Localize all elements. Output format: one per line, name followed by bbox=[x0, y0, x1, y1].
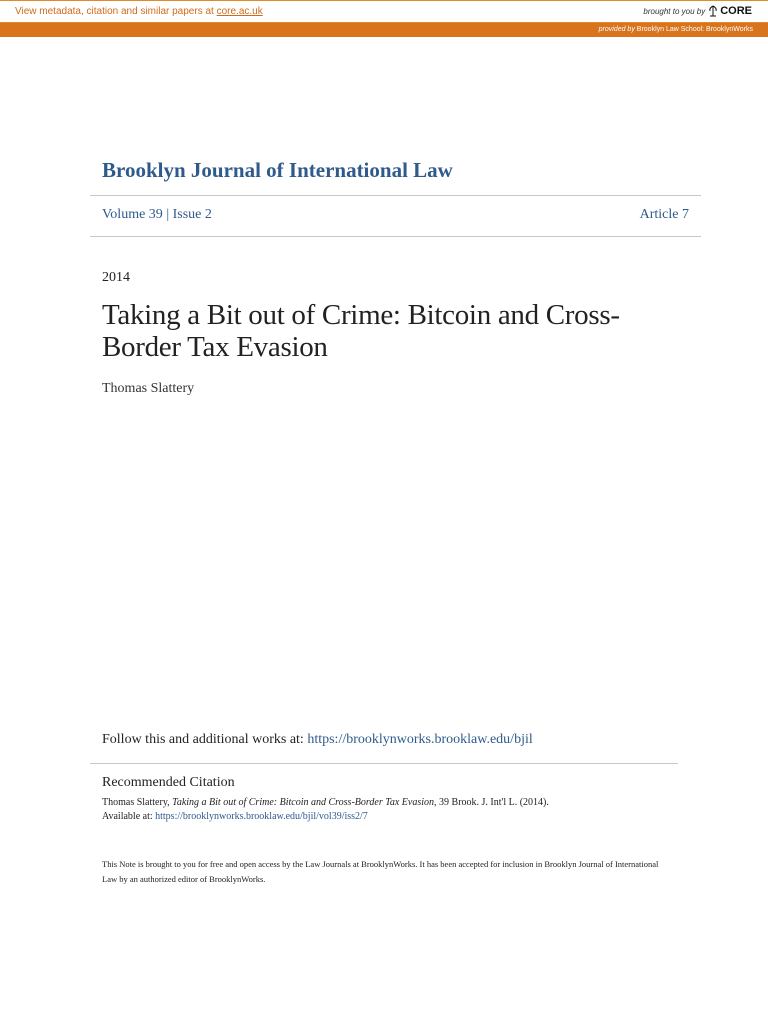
issue-link[interactable]: Issue 2 bbox=[172, 207, 212, 222]
recommended-citation-heading: Recommended Citation bbox=[102, 775, 235, 790]
open-access-notice: This Note is brought to you for free and open access by the Law Journals at BrooklynWorks. It has been accepted for inclusion in Brooklyn Journal of International Law by an authorized editor of BrooklynWorks. bbox=[102, 859, 659, 884]
provided-source[interactable]: Brooklyn Law School: BrooklynWorks bbox=[634, 26, 753, 33]
available-at-label: Available at: bbox=[102, 811, 156, 822]
core-logo[interactable] bbox=[708, 5, 752, 17]
citation-divider bbox=[90, 763, 678, 764]
provided-prefix: provided by bbox=[598, 26, 635, 33]
article-title: Taking a Bit out of Crime: Bitcoin and Cross-Border Tax Evasion bbox=[102, 299, 620, 363]
core-logo-icon bbox=[708, 5, 718, 17]
core-metadata-link-area bbox=[15, 6, 263, 17]
volume-issue-separator: | bbox=[166, 207, 170, 222]
provided-by-bar bbox=[0, 23, 768, 37]
citation-rest: , 39 Brook. J. Int'l L. (2014). bbox=[434, 797, 549, 808]
follow-text: Follow this and additional works at: bbox=[102, 732, 308, 747]
core-ac-uk-link[interactable]: core.ac.uk bbox=[216, 6, 263, 17]
core-brought-by bbox=[643, 5, 752, 17]
core-banner bbox=[0, 0, 768, 23]
follow-url-link[interactable]: https://brooklynworks.brooklaw.edu/bjil bbox=[307, 732, 533, 747]
volume-link[interactable]: Volume 39 bbox=[102, 207, 163, 222]
citation-block bbox=[102, 796, 549, 824]
volume-issue-row bbox=[102, 207, 689, 223]
brought-by-text: brought to you by bbox=[643, 6, 706, 16]
author-name: Thomas Slattery bbox=[102, 381, 195, 396]
citation-title: Taking a Bit out of Crime: Bitcoin and Cross-Border Tax Evasion bbox=[172, 797, 435, 808]
article-link[interactable]: Article 7 bbox=[639, 207, 689, 222]
publication-year: 2014 bbox=[102, 270, 130, 285]
citation-author: Thomas Slattery, bbox=[102, 797, 173, 808]
journal-title[interactable]: Brooklyn Journal of International Law bbox=[102, 158, 453, 182]
follow-line bbox=[102, 732, 533, 748]
divider-bottom bbox=[90, 236, 701, 237]
available-at-link[interactable]: https://brooklynworks.brooklaw.edu/bjil/vol39/iss2/7 bbox=[155, 811, 368, 822]
divider-top bbox=[90, 195, 701, 196]
core-logo-text: CORE bbox=[720, 5, 752, 17]
core-metadata-text: View metadata, citation and similar papers at bbox=[15, 6, 217, 17]
